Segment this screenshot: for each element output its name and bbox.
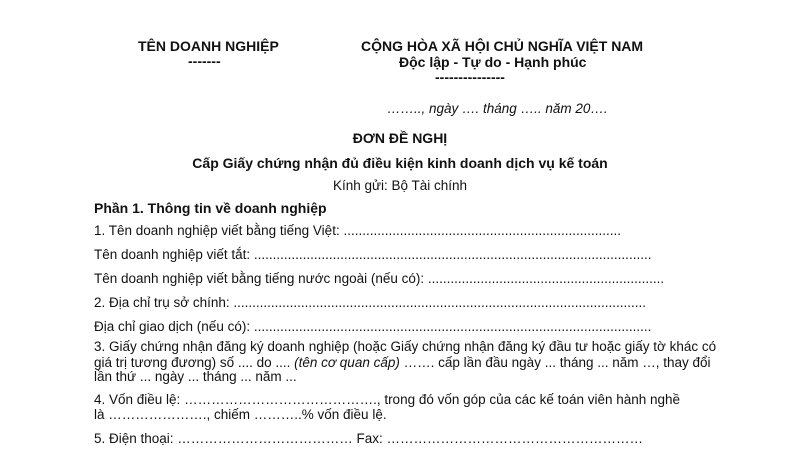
issuing-authority-text: (tên cơ quan cấp) [294, 355, 400, 370]
company-name: TÊN DOANH NGHIỆP [138, 38, 279, 54]
registration-cert-line-1: 3. Giấy chứng nhận đăng ký doanh nghiệp (hoặc Giấy chứng nhận đăng ký đầu tư hoặc giấy tờ khác có [94, 339, 717, 354]
company-short-name-line: Tên doanh nghiệp viết tắt: .......................................................................................................... [94, 247, 652, 262]
recipient: Kính gửi: Bộ Tài chính [332, 178, 468, 193]
company-foreign-name-line: Tên doanh nghiệp viết bằng tiếng nước ngoài (nếu có): ............................................................... [94, 271, 665, 286]
company-dash: ------- [188, 53, 221, 69]
form-subtitle: Cấp Giấy chứng nhận đủ điều kiện kinh doanh dịch vụ kế toán [192, 155, 608, 171]
company-name-vn-line: 1. Tên doanh nghiệp viết bằng tiếng Việt: .......................................................................... [94, 223, 622, 238]
section-heading: Phần 1. Thông tin về doanh nghiệp [94, 200, 327, 216]
motto-dash: --------------- [435, 69, 505, 85]
registration-cert-line-3: lần thứ ... ngày ... tháng ... năm ... [94, 369, 297, 384]
country-name: CỘNG HÒA XÃ HỘI CHỦ NGHĨA VIỆT NAM [361, 38, 644, 54]
transaction-address-line: Địa chỉ giao dịch (nếu có): .......................................................................................................... [94, 319, 652, 334]
phone-fax-line: 5. Điện thoại: ………………………………… Fax: ………………………………………………… [94, 431, 644, 446]
date-line: …….., ngày …. tháng ….. năm 20…. [387, 101, 608, 116]
first-issue-text: ……. cấp lần đầu ngày ... tháng ... năm …, thay đổi [399, 355, 711, 370]
form-title: ĐƠN ĐỀ NGHỊ [352, 130, 448, 146]
registration-number-text: giá trị tương đương) số .... do .... [94, 355, 295, 370]
charter-capital-line-2: là …………………., chiếm ………..% vốn điều lệ. [94, 407, 387, 422]
motto: Độc lập - Tự do - Hạnh phúc [399, 54, 587, 70]
charter-capital-line-1: 4. Vốn điều lệ: ……………………………………., trong đó vốn góp của các kế toán viên hành nghề [94, 392, 681, 407]
head-office-line: 2. Địa chỉ trụ sở chính: .............................................................................................................. [94, 295, 646, 310]
